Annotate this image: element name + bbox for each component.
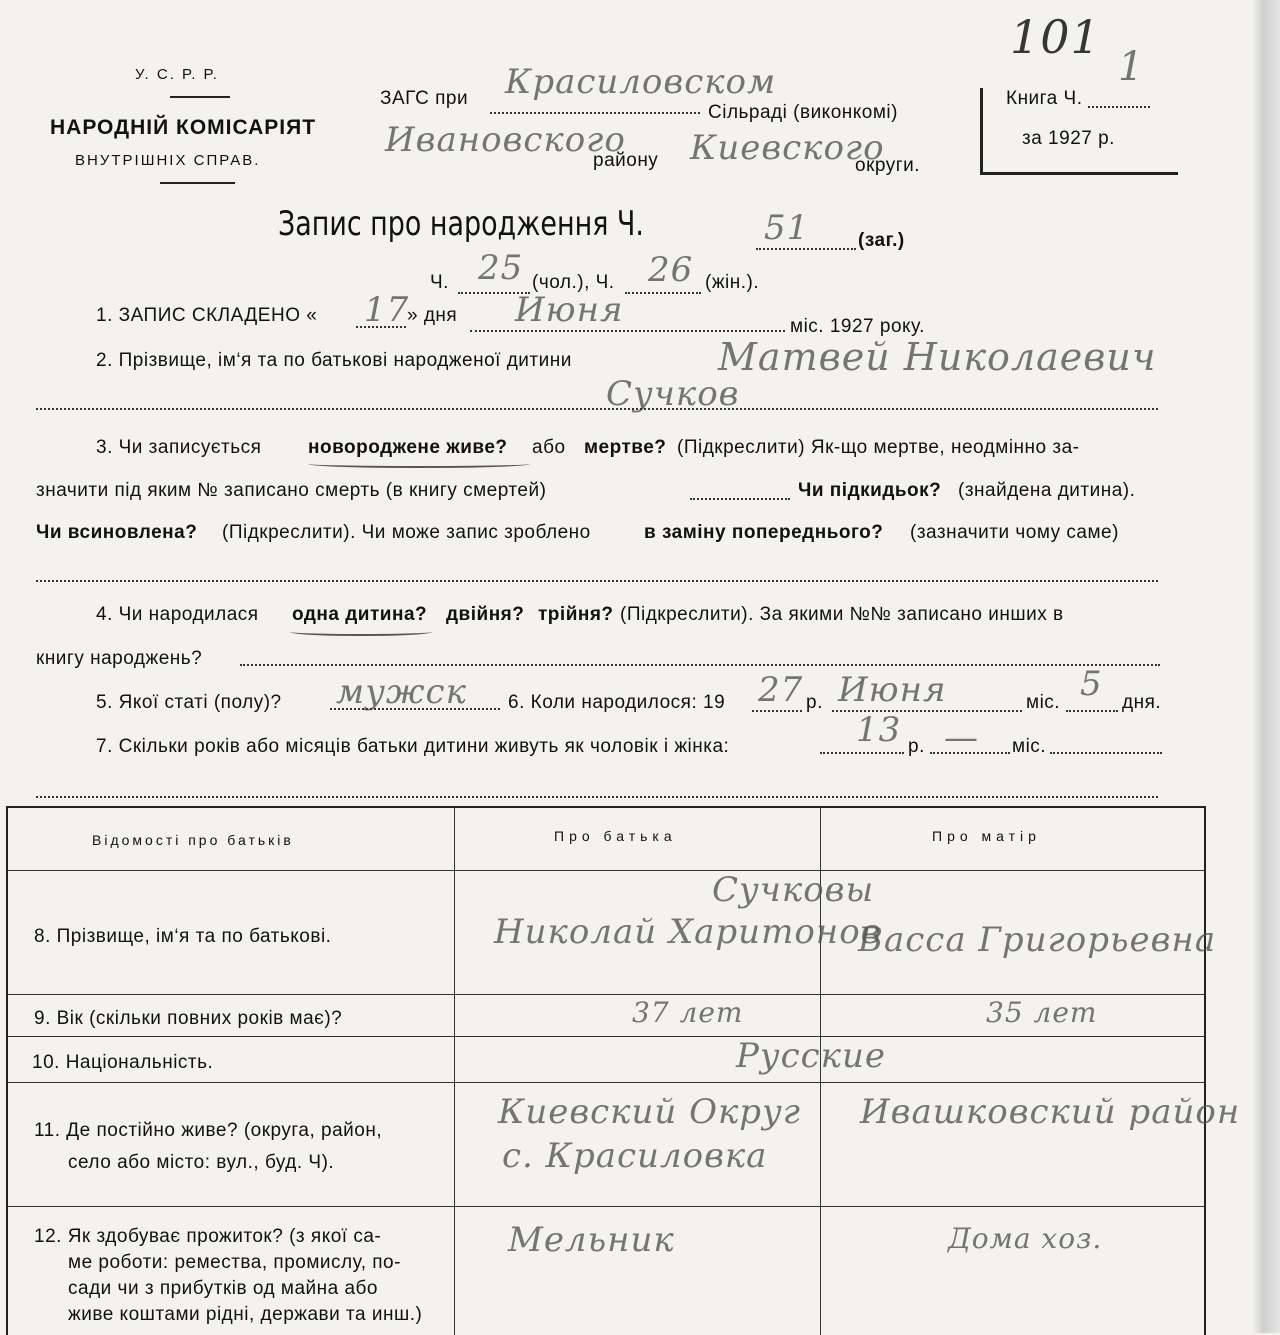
row8-label: 8. Прізвище, ім‘я та по батькові. — [34, 926, 332, 947]
q4-one: одна дитина? — [292, 604, 428, 625]
book-label: Книга Ч. — [1006, 88, 1083, 109]
page-edge-shadow — [1252, 0, 1280, 1333]
q2-name-handwritten: Матвей Николаевич — [718, 335, 1157, 379]
q4-triple: трійня? — [538, 604, 614, 625]
underline-mark — [308, 460, 530, 468]
row-divider — [8, 1082, 1204, 1083]
row11-label-2: село або місто: вул., буд. Ч). — [68, 1152, 335, 1173]
male-count-handwritten: 25 — [478, 248, 524, 288]
row-divider — [8, 994, 1204, 995]
dotted-line — [752, 710, 802, 712]
q3-adopted: Чи всиновлена? — [36, 522, 198, 543]
dotted-line — [490, 112, 700, 114]
q5-label: 5. Якої статі (полу)? — [96, 692, 282, 713]
q3-found: Чи підкидьок? — [798, 480, 942, 501]
row9-label: 9. Вік (скільки повних років має)? — [34, 1008, 343, 1029]
row12-label-3: сади чи з прибутків од майна або — [68, 1278, 378, 1299]
dotted-line — [36, 796, 1158, 798]
q3-found-note: (знайдена дитина). — [958, 480, 1136, 501]
male-count-label: (чол.), Ч. — [532, 272, 615, 293]
q4-rest: (Підкреслити). За якими №№ записано инших в — [620, 604, 1064, 625]
zags-label: ЗАГС при — [380, 88, 469, 109]
q4-label: 4. Чи народилася — [96, 604, 259, 625]
q3-rest: (Підкреслити) Як-що мертве, неодмінно за- — [677, 437, 1080, 458]
dotted-line — [36, 580, 1158, 582]
q6-mis: міс. — [1026, 692, 1061, 713]
dotted-line — [690, 498, 790, 500]
dotted-line — [930, 752, 1010, 754]
female-count-label: (жін.). — [705, 272, 760, 293]
title-suffix: (заг.) — [858, 230, 905, 251]
row10-label: 10. Національність. — [32, 1052, 214, 1073]
q3-line2: значити під яким № записано смерть (в книгу смертей) — [36, 480, 547, 501]
book-handwritten: 1 — [1118, 44, 1145, 90]
q1-month-handwritten: Июня — [515, 290, 624, 330]
zags-handwritten: Красиловском — [505, 62, 777, 102]
row-divider — [8, 1206, 1204, 1207]
header-commissariat: НАРОДНІЙ КОМІСАРІЯТ — [50, 116, 317, 139]
dotted-line — [36, 408, 1158, 410]
q1-end: міс. 1927 року. — [790, 316, 925, 337]
table-header-father: Про батька — [554, 828, 677, 844]
dotted-line — [330, 708, 500, 710]
table-header-mother: Про матір — [932, 828, 1041, 844]
column-divider — [454, 808, 455, 1335]
parents-table — [6, 806, 1241, 1335]
q3-line3-mid: (Підкреслити). Чи може запис зроблено — [222, 522, 591, 543]
page-number-handwritten: 101 — [1010, 10, 1101, 64]
q2-label: 2. Прізвище, ім‘я та по батькові народженої дитини — [96, 350, 572, 371]
row11-rayon-handwritten: Ивашковский район — [860, 1092, 1241, 1132]
q6-year-handwritten: 27 — [758, 670, 804, 710]
q7-r: р. — [908, 736, 925, 757]
q7-label: 7. Скільки років або місяців батьки дитини живуть як чоловік і жінка: — [96, 736, 730, 757]
q3-label: 3. Чи записується — [96, 437, 262, 458]
q6-label: 6. Коли народилося: 19 — [508, 692, 726, 713]
row11-village-handwritten: с. Красиловка — [502, 1136, 768, 1176]
q7-years-handwritten: 13 — [856, 710, 902, 750]
q6-r: р. — [806, 692, 823, 713]
row12-father-handwritten: Мельник — [508, 1220, 675, 1260]
row11-label-1: 11. Де постійно живе? (округа, район, — [34, 1120, 383, 1141]
rayon-handwritten: Ивановского — [385, 120, 626, 160]
female-count-handwritten: 26 — [648, 250, 694, 290]
q1-mid: » дня — [407, 305, 458, 326]
header-department: ВНУТРІШНІХ СПРАВ. — [75, 152, 261, 169]
rayon-label: району — [593, 150, 659, 171]
q6-month-handwritten: Июня — [838, 670, 947, 710]
q3-dead: мертве? — [584, 437, 667, 458]
header-country: У. С. Р. Р. — [135, 66, 219, 83]
dotted-line — [1050, 752, 1162, 754]
page-title: Запис про народження Ч. — [278, 204, 644, 244]
q1-day-handwritten: 17 — [364, 290, 410, 330]
underline-mark — [290, 628, 432, 636]
divider — [170, 96, 230, 98]
dotted-line — [625, 292, 701, 294]
divider — [160, 182, 235, 184]
q3-alive: новороджене живе? — [308, 437, 508, 458]
row-divider — [8, 1036, 1204, 1037]
row10-handwritten: Русские — [736, 1036, 887, 1076]
q3-or: або — [532, 437, 566, 458]
row12-label-2: ме роботи: ремества, промислу, по- — [68, 1252, 401, 1273]
row12-label-4: живе коштами рідні, держави та инш.) — [68, 1304, 423, 1325]
row8-mother-handwritten: Васса Григорьевна — [858, 920, 1217, 960]
row12-label-1: 12. Як здобуває прожиток? (з якої са- — [34, 1226, 382, 1247]
row-divider — [8, 870, 1204, 871]
q3-replace: в заміну попереднього? — [644, 522, 884, 543]
dotted-line — [820, 752, 904, 754]
dotted-line — [470, 330, 785, 332]
male-count-label-prefix: Ч. — [430, 272, 449, 293]
okrug-handwritten: Киевского — [690, 128, 885, 168]
q7-mis: міс. — [1012, 736, 1047, 757]
dotted-line — [240, 664, 1160, 666]
row11-okrug-handwritten: Киевский Округ — [498, 1092, 801, 1132]
dotted-line — [1066, 710, 1118, 712]
year-label: за 1927 р. — [1022, 128, 1115, 149]
q3-line3-end: (зазначити чому саме) — [910, 522, 1119, 543]
record-number-handwritten: 51 — [764, 208, 810, 248]
okrug-label: округи. — [855, 155, 921, 176]
row9-mother-handwritten: 35 лет — [986, 996, 1098, 1029]
row8-father-handwritten: Николай Харитонов — [494, 912, 882, 952]
q6-dnya: дня. — [1122, 692, 1162, 713]
row12-mother-handwritten: Дома хоз. — [948, 1222, 1103, 1255]
box-left-border — [980, 88, 983, 173]
row9-father-handwritten: 37 лет — [632, 996, 744, 1029]
q4-twin: двійня? — [446, 604, 525, 625]
q5-handwritten: мужск — [336, 672, 467, 712]
dotted-line — [1088, 106, 1150, 108]
q4-line2: книгу народжень? — [36, 648, 203, 669]
q6-day-handwritten: 5 — [1080, 664, 1103, 704]
dotted-line — [756, 248, 856, 250]
q2-surname-handwritten: Сучков — [606, 374, 740, 414]
box-bottom-border — [980, 172, 1178, 175]
silradi-label: Сільраді (виконкомі) — [708, 102, 898, 123]
table-header-info: Відомості про батьків — [92, 832, 294, 848]
q1-label: 1. ЗАПИС СКЛАДЕНО « — [96, 305, 318, 326]
row8-surname-handwritten: Сучковы — [712, 870, 875, 910]
q7-months-handwritten: — — [944, 718, 979, 758]
dotted-line — [356, 326, 406, 328]
